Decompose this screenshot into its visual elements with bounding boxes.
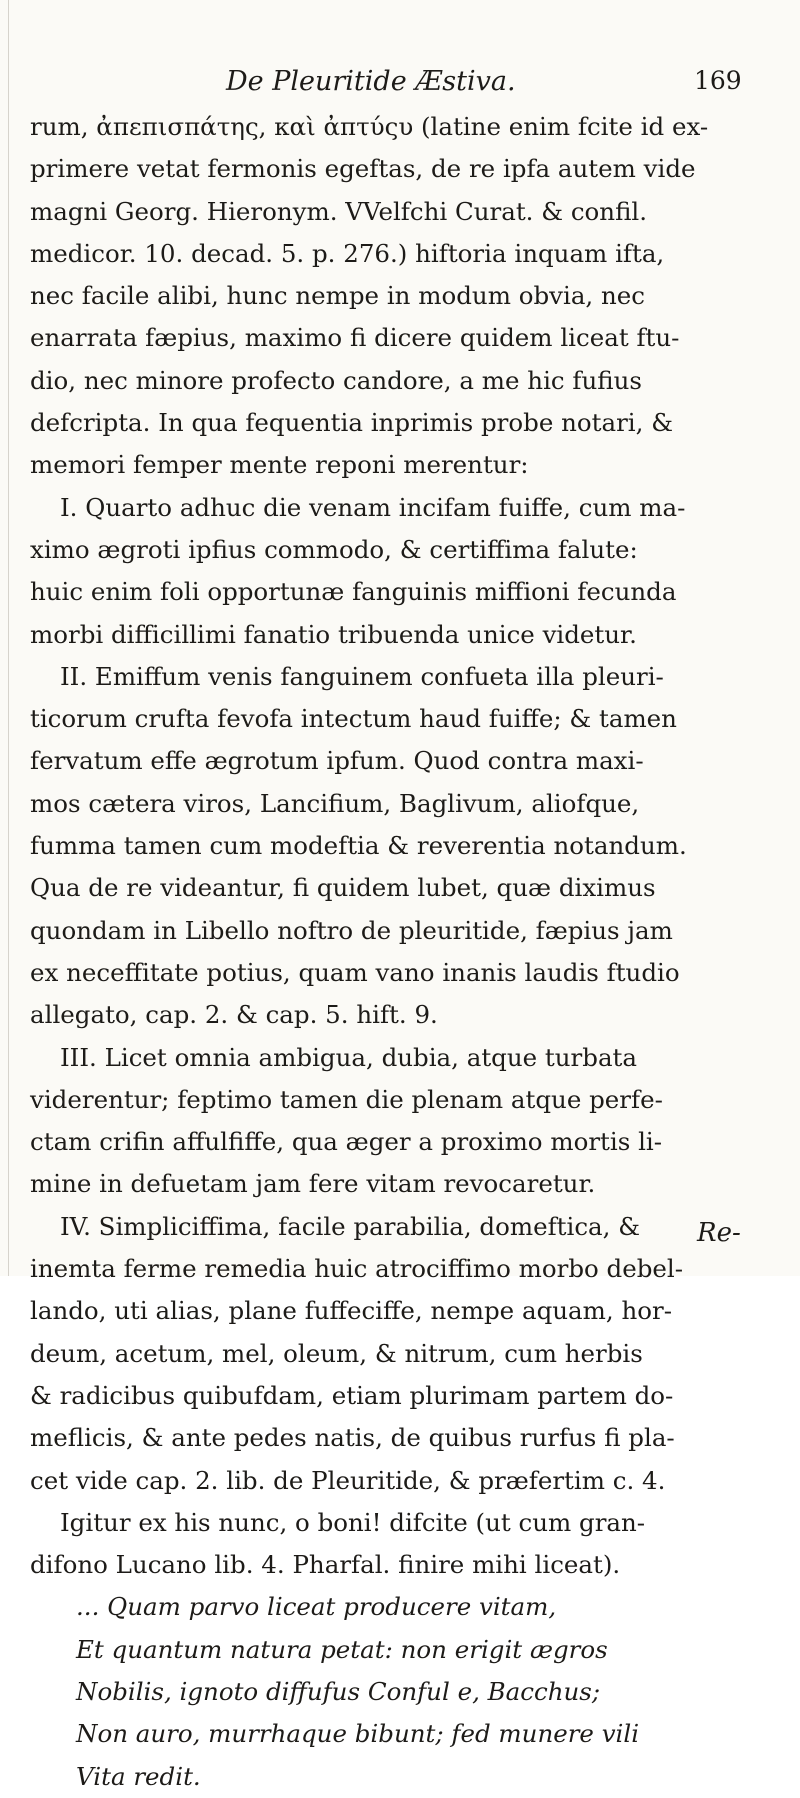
item-one-line: I. Quarto adhuc die venam incifam fuiffe, cum ma- bbox=[60, 492, 686, 522]
text-line: deum, acetum, mel, oleum, & nitrum, cum herbis bbox=[30, 1338, 643, 1368]
text-line: allegato, cap. 2. & cap. 5. hift. 9. bbox=[30, 1000, 438, 1030]
running-title: De Pleuritide Æstiva. bbox=[226, 66, 516, 97]
text-line: mos cætera viros, Lancifium, Baglivum, aliofque, bbox=[30, 788, 640, 818]
item-two-line: II. Emiffum venis fanguinem confueta illa pleuri- bbox=[60, 661, 664, 691]
text-line: enarrata fæpius, maximo fi dicere quidem liceat ftu- bbox=[30, 323, 680, 353]
text-line: rum, ἀπεπισπάτης, καὶ ἀπτύςυ (latine enim fcite id ex- bbox=[30, 112, 709, 141]
text-line: ctam crifin affulfiffe, qua æger a proximo mortis li- bbox=[30, 1127, 663, 1157]
text-line: fumma tamen cum modeftia & reverentia notandum. bbox=[30, 831, 687, 861]
text-line: ximo ægroti ipfius commodo, & certiffima falute: bbox=[30, 534, 638, 564]
text-line: nec facile alibi, hunc nempe in modum obvia, nec bbox=[30, 281, 646, 311]
text-line: viderentur; feptimo tamen die plenam atque perfe- bbox=[30, 1084, 663, 1114]
item-four-line: IV. Simpliciffima, facile parabilia, domeftica, & bbox=[60, 1211, 641, 1241]
text-line: cet vide cap. 2. lib. de Pleuritide, & præfertim c. 4. bbox=[30, 1465, 666, 1495]
page-gutter-edge bbox=[8, 0, 9, 1276]
text-line: Igitur ex his nunc, o boni! difcite (ut cum gran- bbox=[60, 1507, 646, 1537]
text-line: defcripta. In qua fequentia inprimis probe notari, & bbox=[30, 408, 674, 438]
catchword: Re- bbox=[697, 1218, 741, 1248]
text-line: ex neceffitate potius, quam vano inanis laudis ftudio bbox=[30, 957, 680, 987]
text-line: fervatum effe ægrotum ipfum. Quod contra maxi- bbox=[30, 746, 644, 776]
verse-line: Nobilis, ignoto diffufus Conful e, Bacchus; bbox=[76, 1676, 601, 1706]
verse-line: ... Quam parvo liceat producere vitam, bbox=[76, 1592, 557, 1622]
text-line: dio, nec minore profecto candore, a me hic fufius bbox=[30, 365, 642, 395]
text-line: difono Lucano lib. 4. Pharfal. finire mihi liceat). bbox=[30, 1550, 621, 1580]
text-line: magni Georg. Hieronym. VVelfchi Curat. & confil. bbox=[30, 196, 648, 226]
verse-line: Et quantum natura petat: non erigit ægros bbox=[76, 1634, 608, 1664]
text-line: ticorum crufta fevofa intectum haud fuiffe; & tamen bbox=[30, 704, 677, 734]
text-line: morbi difficillimi fanatio tribuenda unice videtur. bbox=[30, 619, 637, 649]
verse-line: Vita redit. bbox=[76, 1761, 201, 1791]
verse-line: Non auro, murrhaque bibunt; fed munere vili bbox=[76, 1719, 640, 1749]
body-text bbox=[30, 106, 770, 1798]
page-number: 169 bbox=[694, 66, 742, 95]
text-line: Qua de re videantur, fi quidem lubet, quæ diximus bbox=[30, 873, 656, 903]
text-line: meflicis, & ante pedes natis, de quibus rurfus fi pla- bbox=[30, 1423, 675, 1453]
text-line: inemta ferme remedia huic atrociffimo morbo debel- bbox=[30, 1254, 684, 1284]
text-line: quondam in Libello noftro de pleuritide, fæpius jam bbox=[30, 915, 673, 945]
text-line: memori femper mente reponi merentur: bbox=[30, 450, 529, 480]
item-three-line: III. Licet omnia ambigua, dubia, atque turbata bbox=[60, 1042, 638, 1072]
running-head bbox=[226, 66, 742, 106]
text-line: & radicibus quibufdam, etiam plurimam partem do- bbox=[30, 1380, 674, 1410]
text-line: lando, uti alias, plane fuffeciffe, nempe aquam, hor- bbox=[30, 1296, 672, 1326]
text-line: medicor. 10. decad. 5. p. 276.) hiftoria inquam ifta, bbox=[30, 238, 665, 268]
text-line: mine in defuetam jam fere vitam revocaretur. bbox=[30, 1169, 596, 1199]
text-line: huic enim foli opportunæ fanguinis miffioni fecunda bbox=[30, 577, 677, 607]
text-line: primere vetat fermonis egeftas, de re ipfa autem vide bbox=[30, 154, 696, 184]
